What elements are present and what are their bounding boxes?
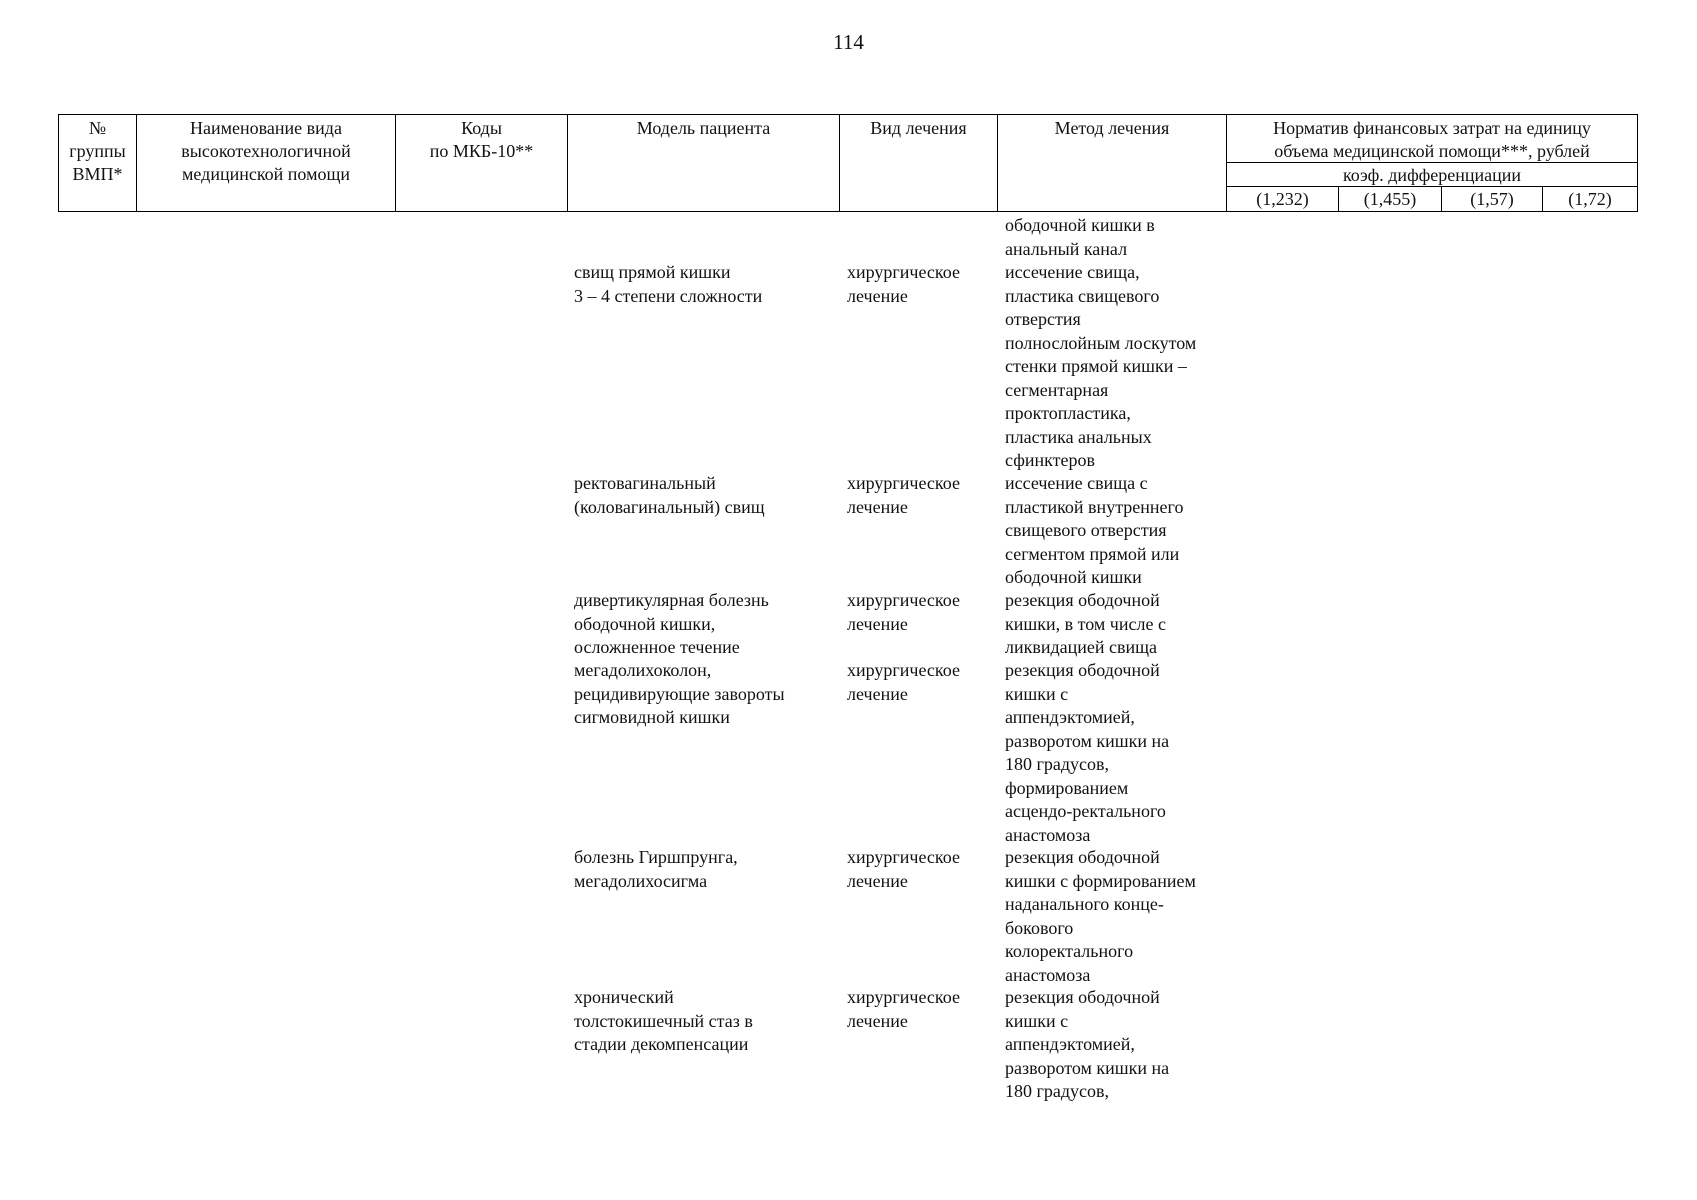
treatment-type: хирургическое лечение (847, 590, 960, 634)
header-patient-model: Модель пациента (568, 115, 840, 211)
treatment-type: хирургическое лечение (847, 987, 960, 1031)
treatment-method: резекция ободочной кишки с формированием наданального конце- бокового колоректального анастомоза (1005, 847, 1196, 985)
header-care-type-name: Наименование вида высокотехнологичной медицинской помощи (137, 115, 396, 211)
coef-2: (1,455) (1339, 187, 1442, 211)
header-treatment-method: Метод лечения (998, 115, 1227, 211)
treatment-method: иссечение свища, пластика свищевого отверстия полнослойным лоскутом стенки прямой кишки – сегментарная проктопластика, пластика анальных сфинктеров (1005, 262, 1197, 470)
patient-model: ректовагинальный (коловагинальный) свищ (574, 473, 765, 517)
treatment-method: ободочной кишки в анальный канал (1005, 215, 1155, 259)
treatment-method: резекция ободочной кишки с аппендэктомией, разворотом кишки на 180 градусов, формированием асцендо-ректального анастомоза (1005, 660, 1170, 845)
patient-model: мегадолихоколон, рецидивирующие завороты сигмовидной кишки (574, 660, 785, 727)
coef-1: (1,232) (1227, 187, 1339, 211)
treatment-method: иссечение свища с пластикой внутреннего свищевого отверстия сегментом прямой или ободочной кишки (1005, 473, 1184, 587)
header-treatment-type: Вид лечения (840, 115, 998, 211)
coef-label: коэф. дифференциации (1227, 163, 1637, 187)
header-group-number: № группы ВМП* (59, 115, 137, 211)
patient-model: хронический толстокишечный стаз в стадии декомпенсации (574, 987, 753, 1054)
treatment-type: хирургическое лечение (847, 660, 960, 704)
treatment-type: хирургическое лечение (847, 473, 960, 517)
patient-model: дивертикулярная болезнь ободочной кишки, осложненное течение (574, 590, 769, 657)
patient-model: свищ прямой кишки 3 – 4 степени сложности (574, 262, 763, 306)
treatment-type: хирургическое лечение (847, 847, 960, 891)
treatment-method: резекция ободочной кишки с аппендэктомией, разворотом кишки на 180 градусов, (1005, 987, 1170, 1101)
coef-4: (1,72) (1568, 189, 1612, 209)
treatment-method: резекция ободочной кишки, в том числе с ликвидацией свища (1005, 590, 1166, 657)
treatment-type: хирургическое лечение (847, 262, 960, 306)
patient-model: болезнь Гиршпрунга, мегадолихосигма (574, 847, 738, 891)
page-number: 114 (833, 30, 864, 54)
header-icd-codes: Коды по МКБ-10** (396, 115, 568, 211)
header-financial-norm (1227, 115, 1637, 211)
coef-3: (1,57) (1442, 187, 1543, 211)
norm-title: Норматив финансовых затрат на единицу объема медицинской помощи***, рублей (1227, 115, 1637, 163)
table-header (58, 114, 1638, 212)
